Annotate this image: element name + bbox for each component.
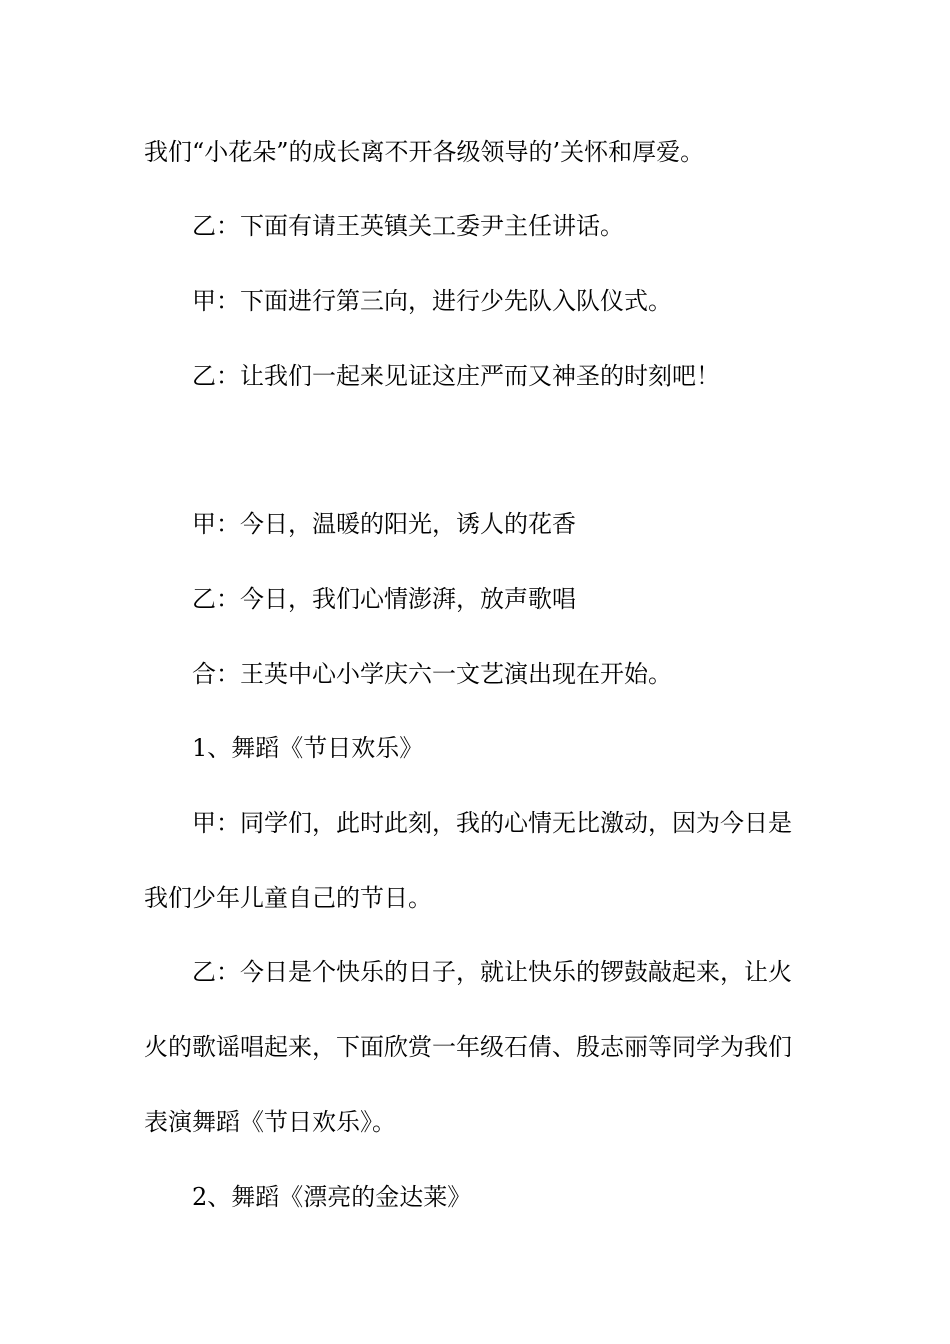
paragraph-line: 1、舞蹈《节日欢乐》 bbox=[192, 734, 424, 762]
paragraph-line: 表演舞蹈《节日欢乐》。 bbox=[144, 1108, 396, 1136]
paragraph-line: 我们少年儿童自己的节日。 bbox=[144, 884, 432, 912]
paragraph-line: 甲：下面进行第三向，进行少先队入队仪式。 bbox=[192, 287, 672, 315]
paragraph-line: 2、舞蹈《漂亮的金达莱》 bbox=[192, 1183, 472, 1211]
paragraph-line: 我们“小花朵”的成长离不开各级领导的’关怀和厚爱。 bbox=[144, 138, 705, 166]
paragraph-line: 合：王英中心小学庆六一文艺演出现在开始。 bbox=[192, 660, 672, 688]
paragraph-line: 甲：同学们，此时此刻，我的心情无比激动，因为今日是 bbox=[192, 809, 792, 837]
paragraph-line: 甲：今日，温暖的阳光，诱人的花香 bbox=[192, 510, 576, 538]
paragraph-line: 乙：下面有请王英镇关工委尹主任讲话。 bbox=[192, 212, 624, 240]
paragraph-line: 乙：今日是个快乐的日子，就让快乐的锣鼓敲起来，让火 bbox=[192, 958, 792, 986]
paragraph-line: 乙：让我们一起来见证这庄严而又神圣的时刻吧！ bbox=[192, 362, 720, 390]
paragraph-line: 乙：今日，我们心情澎湃，放声歌唱 bbox=[192, 585, 576, 613]
paragraph-line: 火的歌谣唱起来，下面欣赏一年级石倩、殷志丽等同学为我们 bbox=[144, 1033, 792, 1061]
